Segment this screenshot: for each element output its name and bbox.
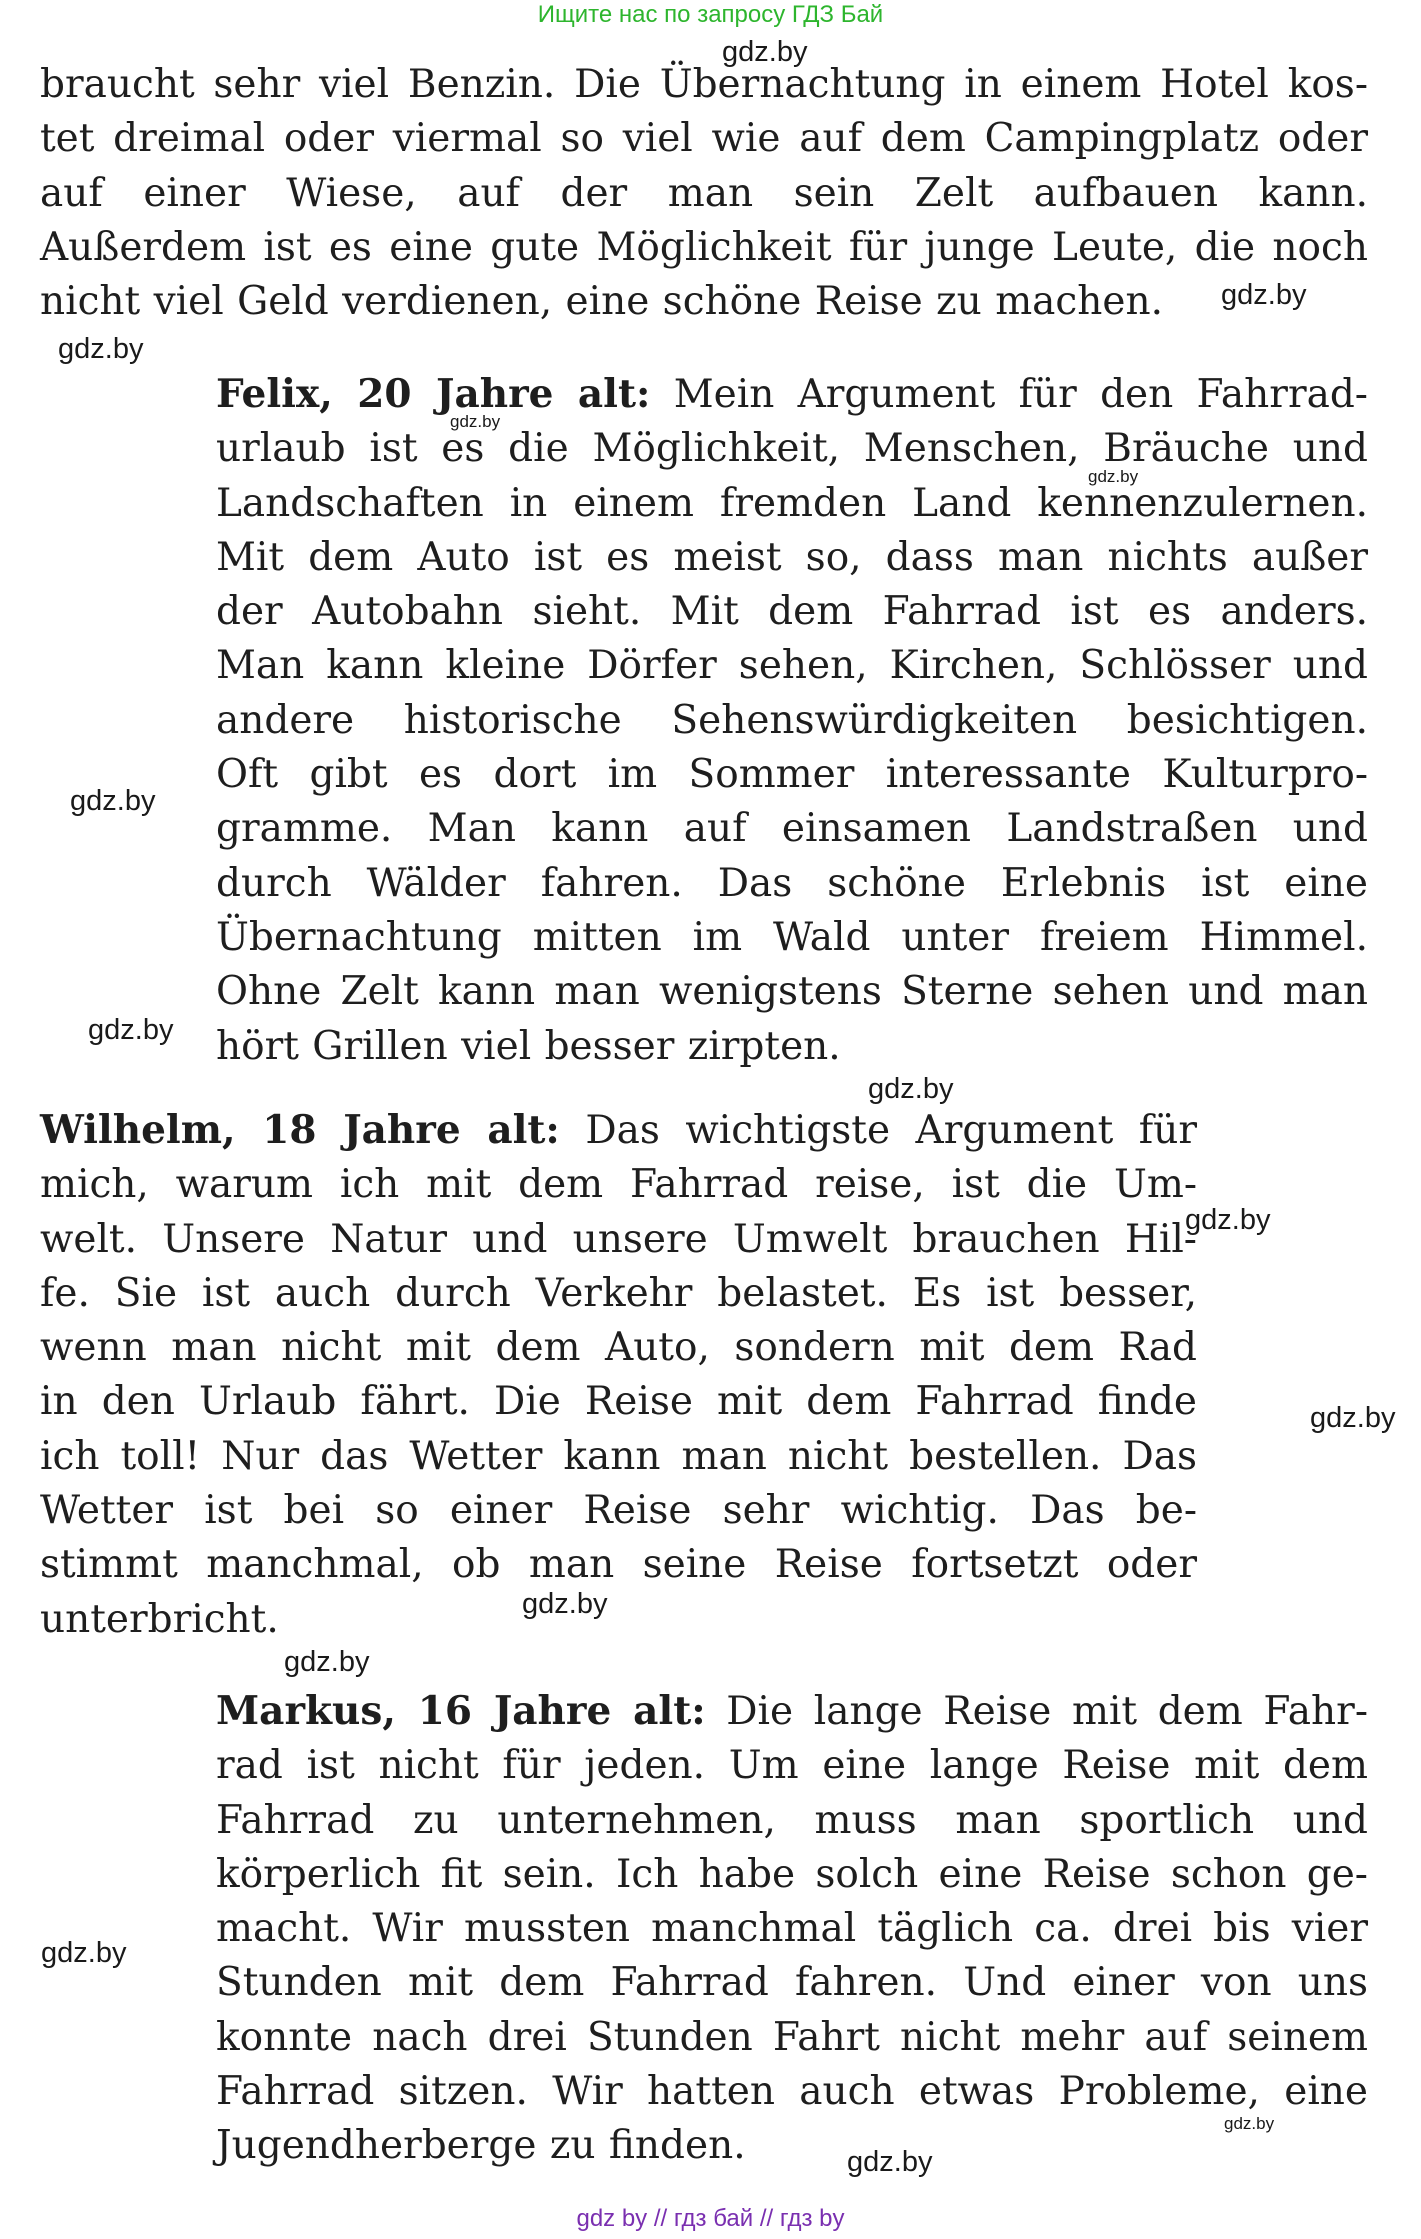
text-line: auf einer Wiese, auf der man sein Zelt aufbauen kann. [40,170,1368,216]
watermark: gdz.by [1221,279,1307,311]
watermark: gdz.by [868,1073,954,1105]
speaker-label: Felix, 20 Jahre alt: [216,371,651,417]
wilhelm-paragraph [40,1103,1197,1647]
watermark: gdz.by [70,785,156,817]
text-line [216,367,1368,422]
text-line [216,1684,1368,1739]
watermark: gdz.by [88,1014,174,1046]
text-line: durch Wälder fahren. Das schöne Erlebnis ist eine [216,860,1368,906]
watermark: gdz.by [1185,1204,1271,1236]
text-line: Wetter ist bei so einer Reise sehr wichtig. Das be- [40,1488,1197,1534]
text-line: fe. Sie ist auch durch Verkehr belastet. Es ist besser, [40,1270,1197,1316]
text-line: stimmt manchmal, ob man seine Reise fortsetzt oder [40,1542,1197,1588]
watermark: gdz.by [284,1646,370,1678]
text-line: urlaub ist es die Möglichkeit, Menschen, Bräuche und [216,426,1368,472]
watermark: gdz.by [1224,2114,1275,2133]
text-line: Oft gibt es dort im Sommer interessante Kulturpro- [216,752,1368,798]
text-line: Übernachtung mitten im Wald unter freiem Himmel. [216,914,1368,960]
text-line: gramme. Man kann auf einsamen Landstraßen und [216,806,1368,852]
watermark: gdz.by [847,2146,933,2178]
text-line: hört Grillen viel besser zirpten. [216,1023,841,1069]
text-line: Man kann kleine Dörfer sehen, Kirchen, Schlösser und [216,643,1368,689]
text-fragment: Mein Argument für den Fahrrad- [673,372,1368,417]
watermark: gdz.by [41,1937,127,1969]
bottom-banner[interactable]: gdz by // гдз бай // гдз by [576,2205,845,2232]
intro-paragraph [40,58,1368,329]
text-line: Fahrrad sitzen. Wir hatten auch etwas Probleme, eine [216,2069,1368,2115]
watermark: gdz.by [522,1588,608,1620]
text-line: konnte nach drei Stunden Fahrt nicht mehr auf seinem [216,2014,1368,2060]
text-line: in den Urlaub fährt. Die Reise mit dem Fahrrad finde [40,1379,1197,1425]
top-banner[interactable]: Ищите нас по запросу ГДЗ Бай [537,1,884,28]
text-line: Ohne Zelt kann man wenigstens Sterne sehen und man [216,969,1368,1015]
watermark: gdz.by [58,333,144,365]
text-line: braucht sehr viel Benzin. Die Übernachtung in einem Hotel kos- [40,62,1368,107]
speaker-label: Markus, 16 Jahre alt: [216,1688,706,1734]
text-line: ich toll! Nur das Wetter kann man nicht bestellen. Das [40,1433,1197,1479]
felix-paragraph [216,367,1368,1074]
text-fragment: Die lange Reise mit dem Fahr- [726,1689,1368,1734]
text-line: unterbricht. [40,1596,279,1642]
watermark: gdz.by [1088,467,1139,486]
text-line: nicht viel Geld verdienen, eine schöne Reise zu machen. [40,279,1163,325]
text-line: welt. Unsere Natur und unsere Umwelt brauchen Hil- [40,1216,1197,1262]
text-line: macht. Wir mussten manchmal täglich ca. drei bis vier [216,1906,1368,1952]
text-line: Jugendherberge zu finden. [216,2123,746,2169]
markus-paragraph [216,1684,1368,2174]
text-line: mich, warum ich mit dem Fahrrad reise, ist die Um- [40,1162,1197,1208]
text-line: tet dreimal oder viermal so viel wie auf dem Campingplatz oder [40,116,1368,162]
watermark: gdz.by [722,36,808,68]
text-line: rad ist nicht für jeden. Um eine lange Reise mit dem [216,1743,1368,1789]
text-line: der Autobahn sieht. Mit dem Fahrrad ist es anders. [216,589,1368,635]
text-line: Landschaften in einem fremden Land kennenzulernen. [216,480,1368,526]
text-line: Mit dem Auto ist es meist so, dass man nichts außer [216,534,1368,580]
watermark: gdz.by [450,412,501,431]
text-line: körperlich fit sein. Ich habe solch eine Reise schon ge- [216,1851,1368,1897]
watermark: gdz.by [1310,1402,1396,1434]
text-line: Fahrrad zu unternehmen, muss man sportlich und [216,1797,1368,1843]
text-line: Außerdem ist es eine gute Möglichkeit für junge Leute, die noch [40,224,1368,270]
text-line: wenn man nicht mit dem Auto, sondern mit dem Rad [40,1325,1197,1371]
text-line [40,1103,1197,1158]
text-fragment: Das wichtigste Argument für [585,1108,1197,1153]
speaker-label: Wilhelm, 18 Jahre alt: [40,1107,560,1153]
text-line: andere historische Sehenswürdigkeiten besichtigen. [216,697,1368,743]
text-line: Stunden mit dem Fahrrad fahren. Und einer von uns [216,1960,1368,2006]
